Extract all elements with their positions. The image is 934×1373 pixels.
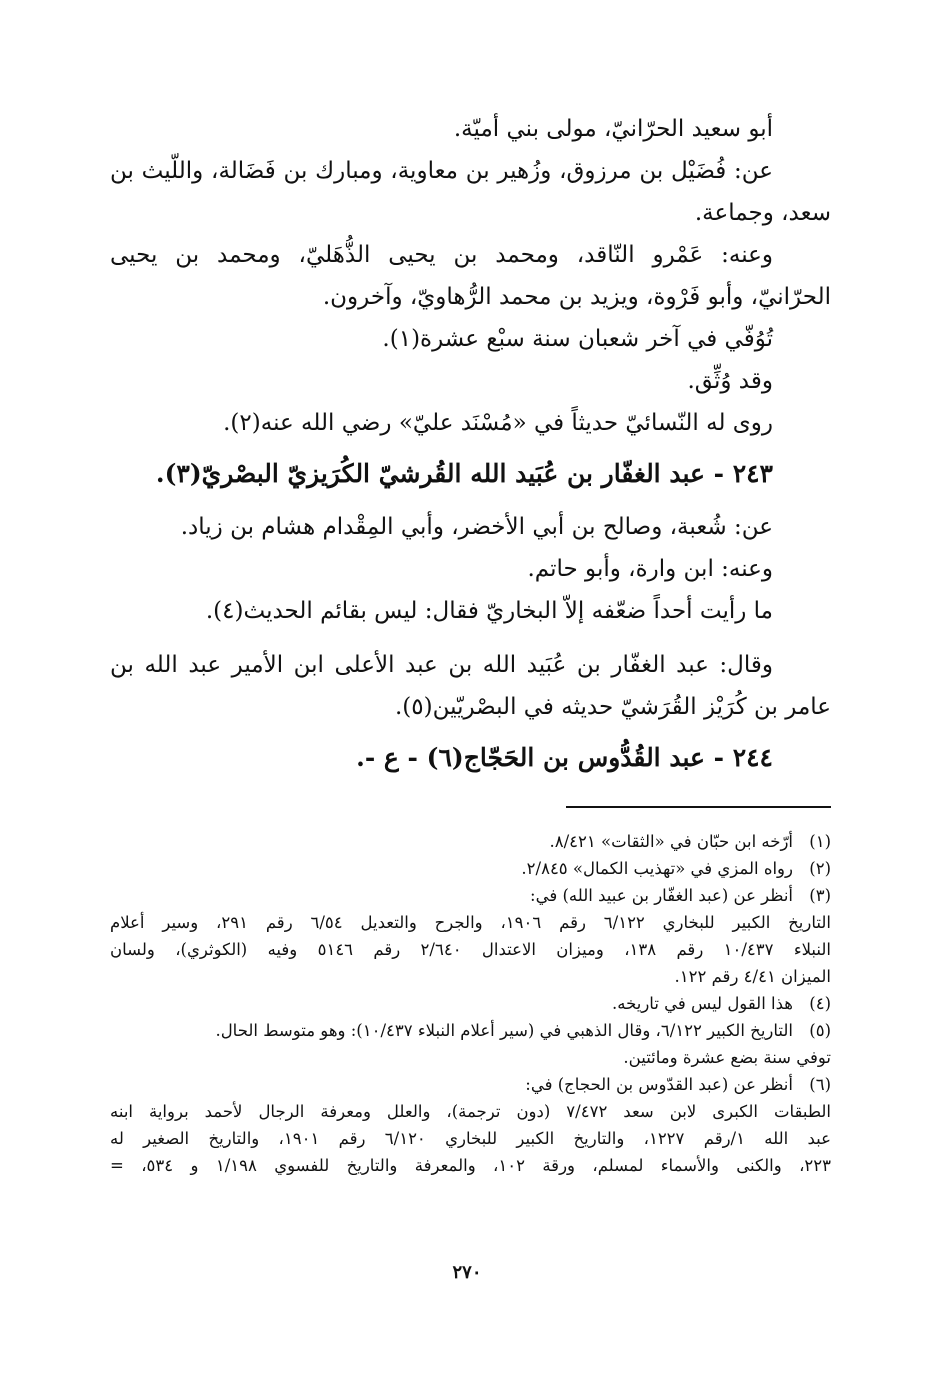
text-line: الحرّانيّ، وأبو فَرْوة، ويزيد بن محمد الرُّهاويّ، وآخرون. [322, 284, 831, 310]
footnote-number: (٢) [809, 859, 831, 878]
footnote-number: (١) [809, 832, 831, 851]
footnote [110, 828, 831, 855]
footnote-text: التاريخ الكبير ٦/١٢٢، وقال الذهبي في (سير أعلام النبلاء ١٠/٤٣٧): وهو متوسط الحال. [215, 1021, 793, 1040]
footnote [110, 855, 831, 882]
footnote-text: أرّخه ابن حبّان في «الثقات» ٨/٤٢١. [549, 832, 793, 851]
footnote-number: (٥) [809, 1021, 831, 1040]
footnote-text: أنظر عن (عبد القدّوس بن الحجاج) في: [525, 1075, 793, 1094]
footnote-continuation: ٢٢٣، والكنى والأسماء لمسلم، ورقة ١٠٢، والمعرفة والتاريخ للفسوي ١/١٩٨ و ٥٣٤، = [110, 1156, 831, 1175]
text-line: وقال: عبد الغفّار بن عُبَيد الله بن عبد الأعلى ابن الأمير عبد الله بن [110, 652, 773, 678]
footnote [110, 1071, 831, 1098]
text-line: روى له النّسائيّ حديثاً في «مُسْنَد عليّ» رضي الله عنه(٢). [223, 410, 773, 436]
footnote-continuation: الميزان ٤/٤١ رقم ١٢٢. [674, 967, 831, 986]
entry-heading-244: ٢٤٤ - عبد القُدُّوس بن الحَجّاج(٦) - ع -. [356, 743, 773, 772]
footnote-separator [566, 806, 831, 808]
main-text [110, 108, 831, 790]
page-number: ٢٧٠ [452, 1262, 482, 1283]
footnote-continuation: النبلاء ١٠/٤٣٧ رقم ١٣٨، وميزان الاعتدال ٢/٦٤٠ رقم ٥١٤٦ وفيه (الكوثري)، ولسان [110, 940, 832, 959]
text-line: وعنه: عَمْرو النّاقد، ومحمد بن يحيى الذُّهَليّ، ومحمد بن يحيى [110, 242, 773, 268]
footnote-text: هذا القول ليس في تاريخه. [611, 994, 793, 1013]
text-line: عن: شُعبة، وصالح بن أبي الأخضر، وأبي المِقْدام هشام بن زياد. [180, 514, 773, 540]
text-line: سعد، وجماعة. [694, 200, 831, 226]
text-line: عامر بن كُرَيْز القُرَشيّ حديثه في البصْريّين(٥). [395, 694, 831, 720]
footnote-number: (٤) [809, 994, 831, 1013]
footnote-text: رواه المزي في «تهذيب الكمال» ٢/٨٤٥. [521, 859, 793, 878]
footnote [110, 1017, 831, 1044]
entry-heading-243: ٢٤٣ - عبد الغفّار بن عُبَيد الله القُرشيّ الكُرَيزيّ البصْريّ(٣). [155, 459, 773, 488]
text-line: ما رأيت أحداً ضعّفه إلاّ البخاريّ فقال: ليس بقائم الحديث(٤). [205, 598, 773, 624]
text-line: عن: فُضَيْل بن مرزوق، وزُهير بن معاوية، ومبارك بن فَضَالة، واللّيث بن [110, 158, 773, 184]
text-line: وعنه: ابن وارة، وأبو حاتم. [527, 556, 773, 582]
text-line: وقد وُثِّق. [687, 368, 773, 394]
footnote-number: (٣) [809, 886, 831, 905]
footnote [110, 990, 831, 1017]
footnote-number: (٦) [809, 1075, 831, 1094]
text-line: أبو سعيد الحرّانيّ، مولى بني أميّة. [453, 116, 773, 142]
footnote-continuation: توفي سنة بضع عشرة ومائتين. [623, 1048, 831, 1067]
footnote-text: أنظر عن (عبد الغفّار بن عبيد الله) في: [530, 886, 793, 905]
footnote [110, 882, 831, 909]
text-line: تُوُفّي في آخر شعبان سنة سبْع عشرة(١). [382, 326, 773, 352]
footnotes [110, 828, 831, 1179]
footnote-continuation: الطبقات الكبرى لابن سعد ٧/٤٧٢ (دون ترجمة)، والعلل ومعرفة الرجال لأحمد برواية ابنه [110, 1102, 831, 1121]
footnote-continuation: التاريخ الكبير للبخاري ٦/١٢٢ رقم ١٩٠٦، والجرح والتعديل ٦/٥٤ رقم ٢٩١، وسير أعلام [110, 913, 831, 932]
footnote-continuation: عبد الله ١/رقم ١٢٢٧، والتاريخ الكبير للبخاري ٦/١٢٠ رقم ١٩٠١، والتاريخ الصغير له [110, 1129, 831, 1148]
